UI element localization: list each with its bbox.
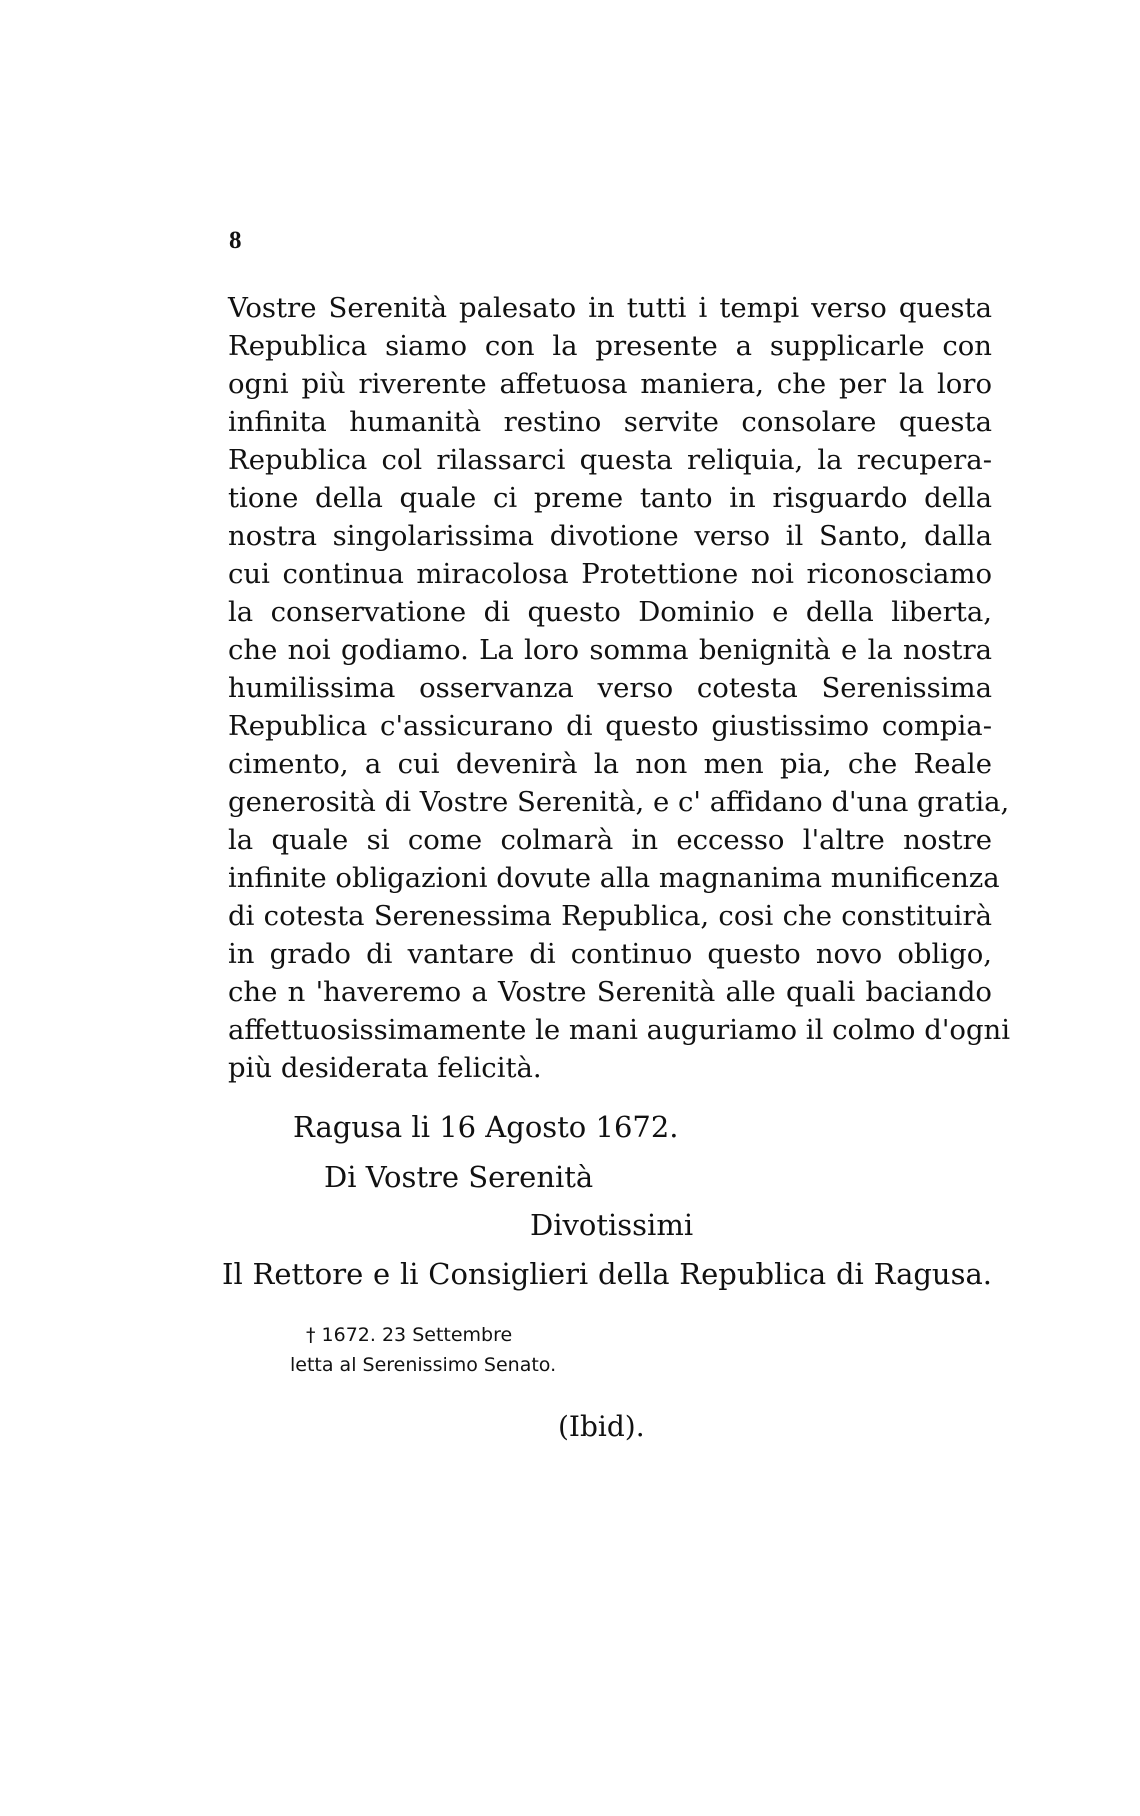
body-line: cimento, a cui devenirà la non men pia, che Reale [228,748,992,780]
body-line: la conservatione di questo Dominio e della liberta, [228,596,992,628]
page-number: 8 [229,227,242,254]
signoff: Divotissimi [530,1208,694,1242]
body-line: nostra singolarissima divotione verso il Santo, dalla [228,520,992,552]
body-line: Republica col rilassarci questa reliquia, la recupera- [228,444,992,476]
body-line: cui continua miracolosa Protettione noi riconosciamo [228,558,992,590]
body-line: in grado di vantare di continuo questo novo obligo, [228,938,992,970]
body-line: che n 'haveremo a Vostre Serenità alle quali baciando [228,976,992,1008]
body-line: più desiderata felicità. [228,1052,542,1084]
archival-note [290,1320,556,1380]
body-line: la quale si come colmarà in eccesso l'altre nostre [228,824,992,856]
body-line: affettuosissimamente le mani auguriamo il colmo d'ogni [228,1014,1011,1046]
body-line: di cotesta Serenessima Republica, cosi che constituirà [228,900,992,932]
body-line: infinite obligazioni dovute alla magnanima munificenza [228,862,1000,894]
body-line: che noi godiamo. La loro somma benignità e la nostra [228,634,992,666]
body-line: Republica c'assicurano di questo giustissimo compia- [228,710,992,742]
body-line: Vostre Serenità palesato in tutti i tempi verso questa [228,292,992,324]
source-citation: (Ibid). [558,1410,645,1443]
signatory: Il Rettore e li Consiglieri della Republica di Ragusa. [222,1257,992,1291]
date-line: Ragusa li 16 Agosto 1672. [293,1110,679,1144]
note-line-senate: letta al Serenissimo Senato. [290,1354,557,1376]
note-line-date: † 1672. 23 Settembre [306,1324,513,1346]
body-line: generosità di Vostre Serenità, e c' affidano d'una gratia, [228,786,1010,818]
body-line: humilissima osservanza verso cotesta Serenissima [228,672,992,704]
body-line: tione della quale ci preme tanto in risguardo della [228,482,992,514]
salutation: Di Vostre Serenità [324,1160,594,1194]
letter-body [228,289,1011,1087]
body-line: Republica siamo con la presente a supplicarle con [228,330,992,362]
body-line: ogni più riverente affetuosa maniera, che per la loro [228,368,992,400]
body-line: infinita humanità restino servite consolare questa [228,406,992,438]
